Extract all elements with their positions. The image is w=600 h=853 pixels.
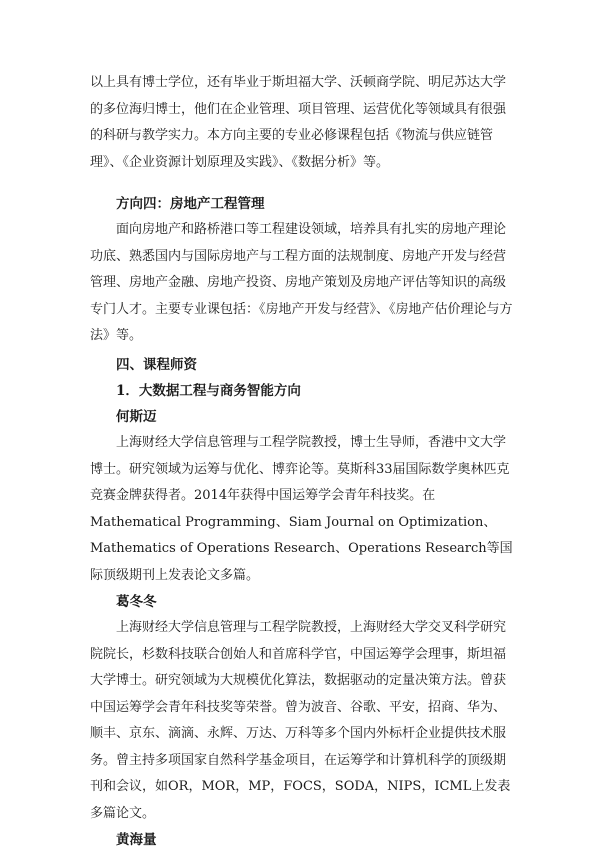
intro-paragraph-block [90,70,514,176]
teacher-bio: 上海财经大学信息管理与工程学院教授，上海财经大学交叉科学研究院院长，杉数科技联合创始人和首席科学官，中国运筹学会理事，斯坦福大学博士。研究领域为大规模优化算法，数据驱动的定量决策方法。曾获中国运筹学会青年科技奖等荣誉。曾为波音、谷歌、平安，招商、华为、顺丰、京东、滴滴、永辉、万达、万科等多个国内外标杆企业提供技术服务。曾主持多项国家自然科学基金项目，在运筹学和计算机科学的顶级期刊和会议，如OR，MOR，MP，FOCS，SODA，NIPS，ICML上发表多篇论文。 [90,620,511,821]
section4-heading: 四、课程师资 [116,357,197,373]
section4 [90,352,514,853]
intro-paragraph: 以上具有博士学位，还有毕业于斯坦福大学、沃顿商学院、明尼苏达大学的多位海归博士，他们在企业管理、项目管理、运营优化等领域具有很强的科研与教学实力。本方向主要的专业必修课程包括《物流与供应链管理》、《企业资源计划原理及实践》、《数据分析》等。 [90,75,507,170]
direction4-paragraph: 面向房地产和路桥港口等工程建设领域，培养具有扎实的房地产理论功底、熟悉国内与国际房地产与工程方面的法规制度、房地产开发与经营管理、房地产金融、房地产投资、房地产策划及房地产评估等知识的高级专门人才。主要专业课包括：《房地产开发与经营》、《房地产估价理论与方法》等。 [90,222,513,343]
direction4-heading: 方向四：房地产工程管理 [116,196,265,212]
section4-subheading: 1．大数据工程与商务智能方向 [116,383,301,399]
teacher-bio: 上海财经大学信息管理与工程学院教授，博士生导师，香港中文大学博士。研究领域为运筹与优化、博弈论等。莫斯科33届国际数学奥林匹克竞赛金牌获得者。2014年获得中国运筹学会青年科技奖。在Mathematical Programming、Siam Journal on Optimization、Mathematics of Operations Research、Operations Research等国际顶级期刊上发表论文多篇。 [90,435,513,583]
direction4-section [90,191,514,350]
teacher-name: 葛冬冬 [116,594,157,610]
teacher-name: 黄海量 [116,832,157,848]
teacher-name: 何斯迈 [116,409,157,425]
